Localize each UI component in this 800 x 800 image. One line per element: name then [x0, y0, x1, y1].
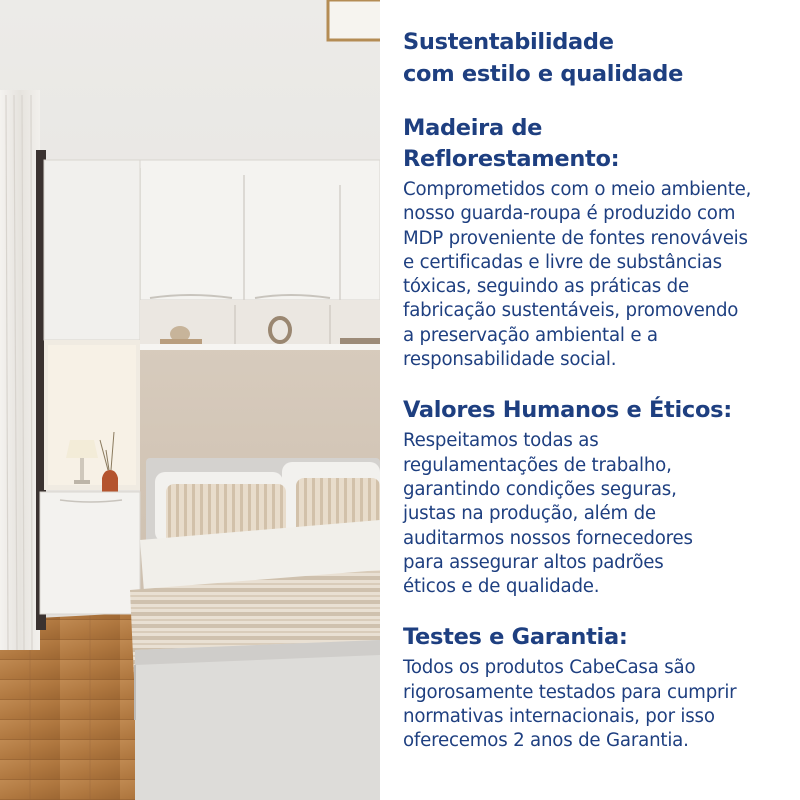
section-title: [403, 395, 793, 426]
section-body-line: tóxicas, seguindo as práticas de: [403, 276, 689, 298]
section-body: [403, 656, 793, 753]
section-body-line: a preservação ambiental e a: [403, 324, 658, 346]
headline-line: Sustentabilidade: [403, 29, 614, 55]
section-body: [403, 429, 793, 599]
section-title-line: Testes e Garantia:: [403, 624, 628, 651]
section-reforestation-wood: [403, 113, 793, 372]
section-body-line: normativas internacionais, por isso: [403, 706, 715, 728]
section-title-line: Reflorestamento:: [403, 146, 620, 172]
section-tests-warranty: [403, 622, 793, 753]
section-body-line: regulamentações de trabalho,: [403, 454, 672, 476]
section-body-line: Respeitamos todas as: [403, 430, 599, 452]
headline: [403, 26, 793, 90]
section-body-line: garantindo condições seguras,: [403, 478, 677, 500]
section-body-line: nosso guarda-roupa é produzido com: [403, 203, 736, 225]
bedroom-wardrobe-photo: [0, 0, 380, 800]
section-body-line: fabricação sustentáveis, promovendo: [403, 300, 739, 322]
section-title: [403, 113, 793, 175]
section-title-line: Valores Humanos e Éticos:: [403, 397, 732, 424]
section-body-line: auditarmos nossos fornecedores: [403, 527, 693, 549]
section-title: [403, 622, 793, 653]
section-body-line: éticos e de qualidade.: [403, 576, 600, 598]
section-body-line: e certificadas e livre de substâncias: [403, 251, 722, 273]
text-panel: [403, 26, 793, 754]
section-human-ethical-values: [403, 395, 793, 599]
section-body-line: rigorosamente testados para cumprir: [403, 681, 737, 703]
section-body-line: responsabilidade social.: [403, 349, 617, 371]
section-body-line: Todos os produtos CabeCasa são: [403, 657, 696, 679]
section-body-line: MDP proveniente de fontes renováveis: [403, 227, 748, 249]
section-body-line: oferecemos 2 anos de Garantia.: [403, 730, 689, 752]
section-body-line: Comprometidos com o meio ambiente,: [403, 179, 752, 200]
section-body-line: para assegurar altos padrões: [403, 551, 664, 573]
section-body-line: justas na produção, além de: [403, 503, 656, 525]
section-title-line: Madeira de: [403, 115, 543, 141]
headline-line: com estilo e qualidade: [403, 61, 684, 87]
section-body: [403, 178, 793, 372]
